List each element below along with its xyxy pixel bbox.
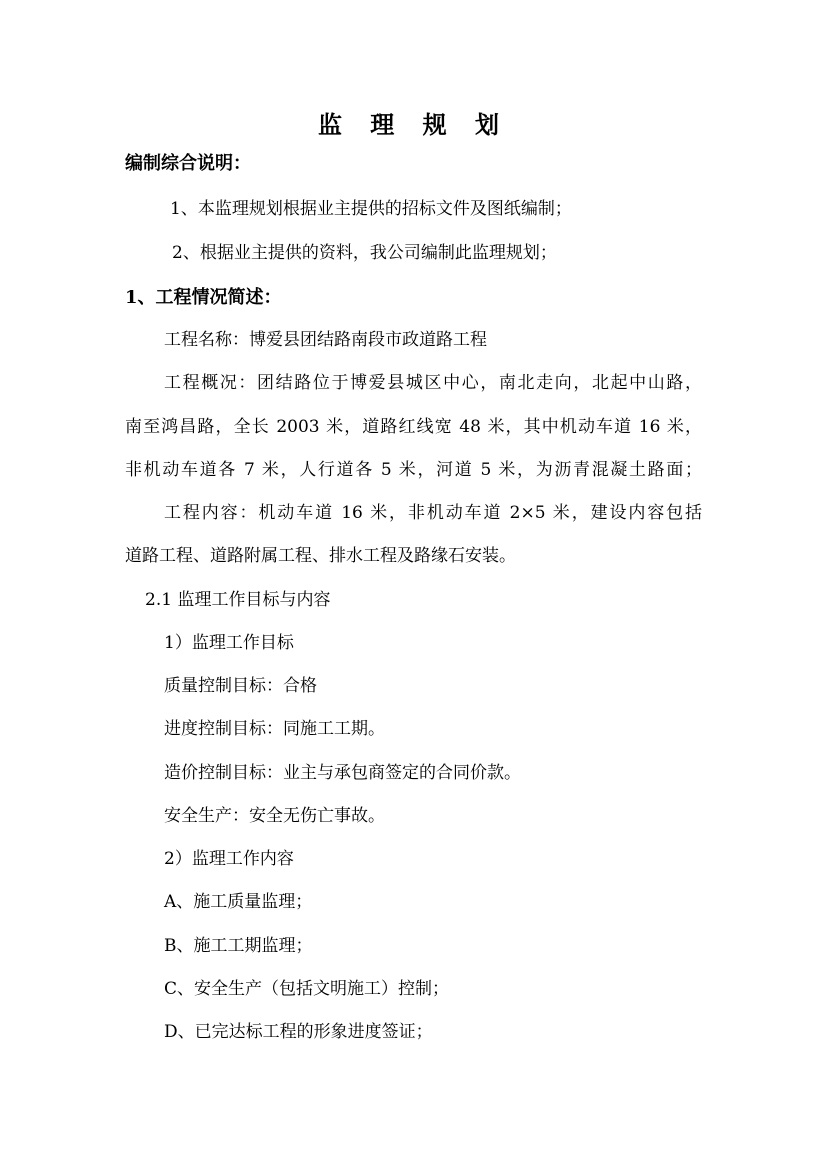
project-content-line: 工程内容：机动车道 16 米，非机动车道 2×5 米，建设内容包括 — [164, 503, 702, 523]
intro-item: 1、本监理规划根据业主提供的招标文件及图纸编制； — [170, 199, 572, 219]
work-content-item: B、施工工期监理； — [164, 936, 313, 956]
work-content-item: A、施工质量监理； — [164, 892, 313, 912]
goal-item: 质量控制目标：合格 — [164, 676, 317, 696]
goal-item: 安全生产：安全无伤亡事故。 — [164, 806, 385, 826]
section1-heading: 1、工程情况简述： — [125, 287, 282, 308]
goals-heading: 1）监理工作目标 — [164, 633, 294, 653]
section2-1-heading: 2.1 监理工作目标与内容 — [145, 590, 331, 610]
work-content-item: D、已完达标工程的形象进度签证； — [164, 1022, 433, 1042]
document-title: 监 理 规 划 — [317, 110, 510, 139]
work-content-item: C、安全生产（包括文明施工）控制； — [164, 979, 450, 999]
goal-item: 进度控制目标：同施工工期。 — [164, 719, 385, 739]
project-content-line: 道路工程、道路附属工程、排水工程及路缘石安装。 — [125, 546, 516, 566]
goal-item: 造价控制目标：业主与承包商签定的合同价款。 — [164, 763, 521, 783]
project-name: 工程名称：博爱县团结路南段市政道路工程 — [164, 330, 487, 350]
work-content-heading: 2）监理工作内容 — [164, 849, 294, 869]
project-overview-line: 南至鸿昌路，全长 2003 米，道路红线宽 48 米，其中机动车道 16 米， — [125, 417, 702, 437]
project-overview-line: 非机动车道各 7 米，人行道各 5 米，河道 5 米，为沥青混凝土路面； — [125, 460, 702, 480]
intro-item: 2、根据业主提供的资料，我公司编制此监理规划； — [172, 243, 557, 263]
project-overview-line: 工程概况：团结路位于博爱县城区中心，南北走向，北起中山路， — [164, 373, 702, 393]
intro-heading: 编制综合说明： — [125, 153, 251, 174]
